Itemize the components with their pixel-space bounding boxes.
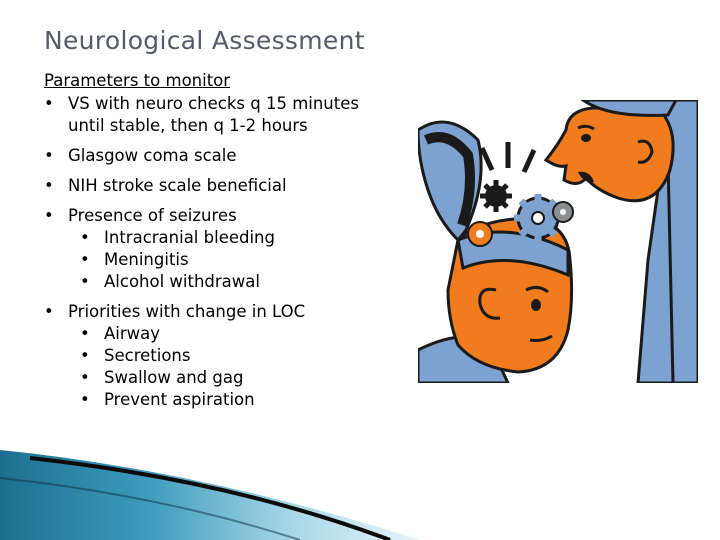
- footer-swoosh: [0, 450, 720, 540]
- sub-bullet-text: Swallow and gag: [104, 368, 244, 387]
- sub-bullet-item: [44, 271, 389, 293]
- bullet-item: [44, 93, 389, 137]
- bullet-text: VS with neuro checks q 15 minutes until stable, then q 1-2 hours: [68, 94, 359, 135]
- bullet-dot-icon: •: [44, 146, 54, 165]
- bullet-dot-icon: •: [44, 206, 54, 225]
- bullet-dot-icon: •: [80, 324, 90, 343]
- sub-bullet-text: Prevent aspiration: [104, 390, 255, 409]
- bullet-item: [44, 175, 389, 197]
- sub-bullet-item: [44, 227, 389, 249]
- sub-bullet-item: [44, 367, 389, 389]
- bullet-dot-icon: •: [80, 346, 90, 365]
- sub-bullet-item: [44, 345, 389, 367]
- neuro-illustration: [418, 100, 698, 383]
- bullet-text: Presence of seizures: [68, 206, 237, 225]
- sub-bullet-item: [44, 323, 389, 345]
- subheading: Parameters to monitor: [44, 71, 231, 90]
- sub-bullet-text: Intracranial bleeding: [104, 228, 275, 247]
- bullet-dot-icon: •: [80, 272, 90, 291]
- sub-bullet-text: Meningitis: [104, 250, 189, 269]
- bullet-item: [44, 205, 389, 227]
- bullet-text: NIH stroke scale beneficial: [68, 176, 287, 195]
- bullet-dot-icon: •: [80, 390, 90, 409]
- bullet-text: Glasgow coma scale: [68, 146, 237, 165]
- bullet-dot-icon: •: [80, 250, 90, 269]
- bullet-text: Priorities with change in LOC: [68, 302, 306, 321]
- gear-icon: [468, 222, 492, 246]
- sub-bullet-item: [44, 249, 389, 271]
- bullet-dot-icon: •: [44, 176, 54, 195]
- bullet-item: [44, 145, 389, 167]
- bullet-dot-icon: •: [44, 302, 54, 321]
- bullet-dot-icon: •: [44, 94, 54, 113]
- gear-icon: [553, 202, 573, 222]
- bullet-item: [44, 301, 389, 323]
- bullet-dot-icon: •: [80, 368, 90, 387]
- sub-bullet-item: [44, 389, 389, 411]
- sub-bullet-text: Airway: [104, 324, 161, 343]
- sub-bullet-text: Secretions: [104, 346, 191, 365]
- slide-title: Neurological Assessment: [44, 26, 365, 55]
- sub-bullet-text: Alcohol withdrawal: [104, 272, 260, 291]
- bullet-content: [44, 70, 389, 411]
- bullet-dot-icon: •: [80, 228, 90, 247]
